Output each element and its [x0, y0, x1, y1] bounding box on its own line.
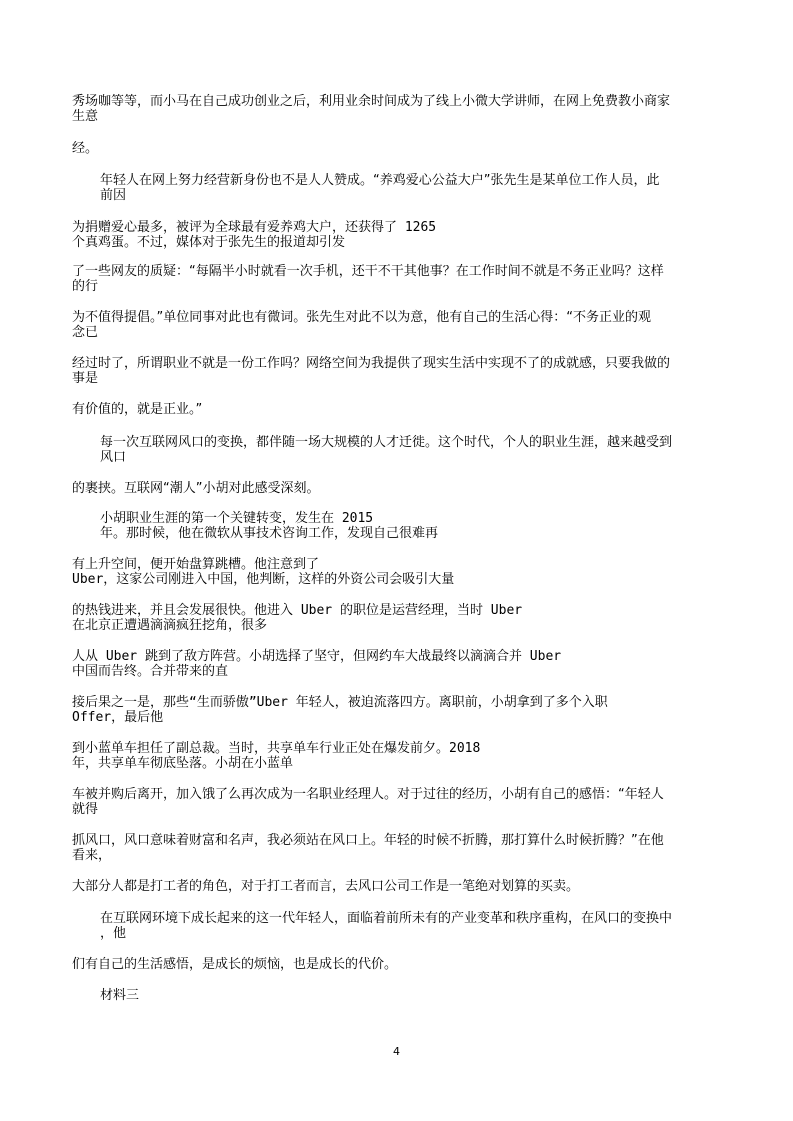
text-line: 每一次互联网风口的变换，都伴随一场大规模的人才迁徙。这个时代，个人的职业生涯，越来越受到 — [100, 435, 673, 450]
section-heading: 材料三 — [100, 988, 140, 1003]
text-line: 小胡职业生涯的第一个关键转变，发生在 2015 — [100, 511, 374, 526]
text-line: 的裹挟。互联网“潮人”小胡对此感受深刻。 — [72, 481, 320, 496]
text-line: 为捐赠爱心最多，被评为全球最有爱养鸡大户，还获得了 1265 — [72, 220, 437, 235]
text-line: 经过时了，所谓职业不就是一份工作吗？网络空间为我提供了现实生活中实现不了的成就感，只要我做的 — [72, 356, 671, 371]
page-number: 4 — [393, 1045, 400, 1058]
text-line: 们有自己的生活感悟，是成长的烦恼，也是成长的代价。 — [72, 957, 398, 972]
text-line: 在北京正遭遇滴滴疯狂挖角，很多 — [72, 618, 268, 633]
text-line: 的行 — [72, 279, 99, 294]
text-line: 有价值的，就是正业。” — [72, 402, 203, 417]
text-line: 念已 — [72, 325, 99, 340]
text-line: 抓风口，风口意味着财富和名声，我必须站在风口上。年轻的时候不折腾，那打算什么时候折腾？”在他 — [72, 833, 664, 848]
text-line: 就得 — [72, 802, 99, 817]
text-line: 前因 — [100, 188, 127, 203]
text-line: Offer，最后他 — [72, 710, 164, 725]
text-line: 接后果之一是，那些“生而骄傲”Uber 年轻人，被迫流落四方。离职前，小胡拿到了多个入职 — [72, 695, 608, 710]
text-line: 在互联网环境下成长起来的这一代年轻人，面临着前所未有的产业变革和秩序重构，在风口的变换中 — [100, 911, 673, 926]
text-line: 大部分人都是打工者的角色，对于打工者而言，去风口公司工作是一笔绝对划算的买卖。 — [72, 879, 580, 894]
text-line: 生意 — [72, 109, 99, 124]
text-line: 了一些网友的质疑：“每隔半小时就看一次手机，还干不干其他事？在工作时间不就是不务正业吗？这样 — [72, 264, 664, 279]
text-line: 的热钱进来，并且会发展很快。他进入 Uber 的职位是运营经理，当时 Uber — [72, 603, 523, 618]
text-line: 个真鸡蛋。不过，媒体对于张先生的报道却引发 — [72, 235, 346, 250]
text-line: 事是 — [72, 371, 99, 386]
text-line: ，他 — [100, 926, 127, 941]
text-line: 年，共享单车彻底坠落。小胡在小蓝单 — [72, 756, 294, 771]
text-line: 到小蓝单车担任了副总裁。当时，共享单车行业正处在爆发前夕。2018 — [72, 741, 481, 756]
text-line: 年轻人在网上努力经营新身份也不是人人赞成。“养鸡爱心公益大户”张先生是某单位工作人员，此 — [100, 173, 660, 188]
text-line: 看来， — [72, 848, 112, 863]
text-line: 为不值得提倡。”单位同事对此也有微词。张先生对此不以为意，他有自己的生活心得：“不务正业的观 — [72, 310, 651, 325]
text-line: 风口 — [100, 450, 127, 465]
text-line: 经。 — [72, 141, 99, 156]
text-line: 年。那时候，他在微软从事技术咨询工作，发现自己很难再 — [100, 526, 439, 541]
text-line: 车被并购后离开，加入饿了么再次成为一名职业经理人。对于过往的经历，小胡有自己的感悟：“年轻人 — [72, 787, 664, 802]
text-line: Uber，这家公司刚进入中国，他判断，这样的外资公司会吸引大量 — [72, 572, 455, 587]
text-line: 中国而告终。合并带来的直 — [72, 664, 229, 679]
text-line: 有上升空间，便开始盘算跳槽。他注意到了 — [72, 557, 320, 572]
text-line: 人从 Uber 跳到了敌方阵营。小胡选择了坚守，但网约车大战最终以滴滴合并 Uber — [72, 649, 562, 664]
text-line: 秀场咖等等，而小马在自己成功创业之后，利用业余时间成为了线上小微大学讲师，在网上免费教小商家 — [72, 94, 671, 109]
